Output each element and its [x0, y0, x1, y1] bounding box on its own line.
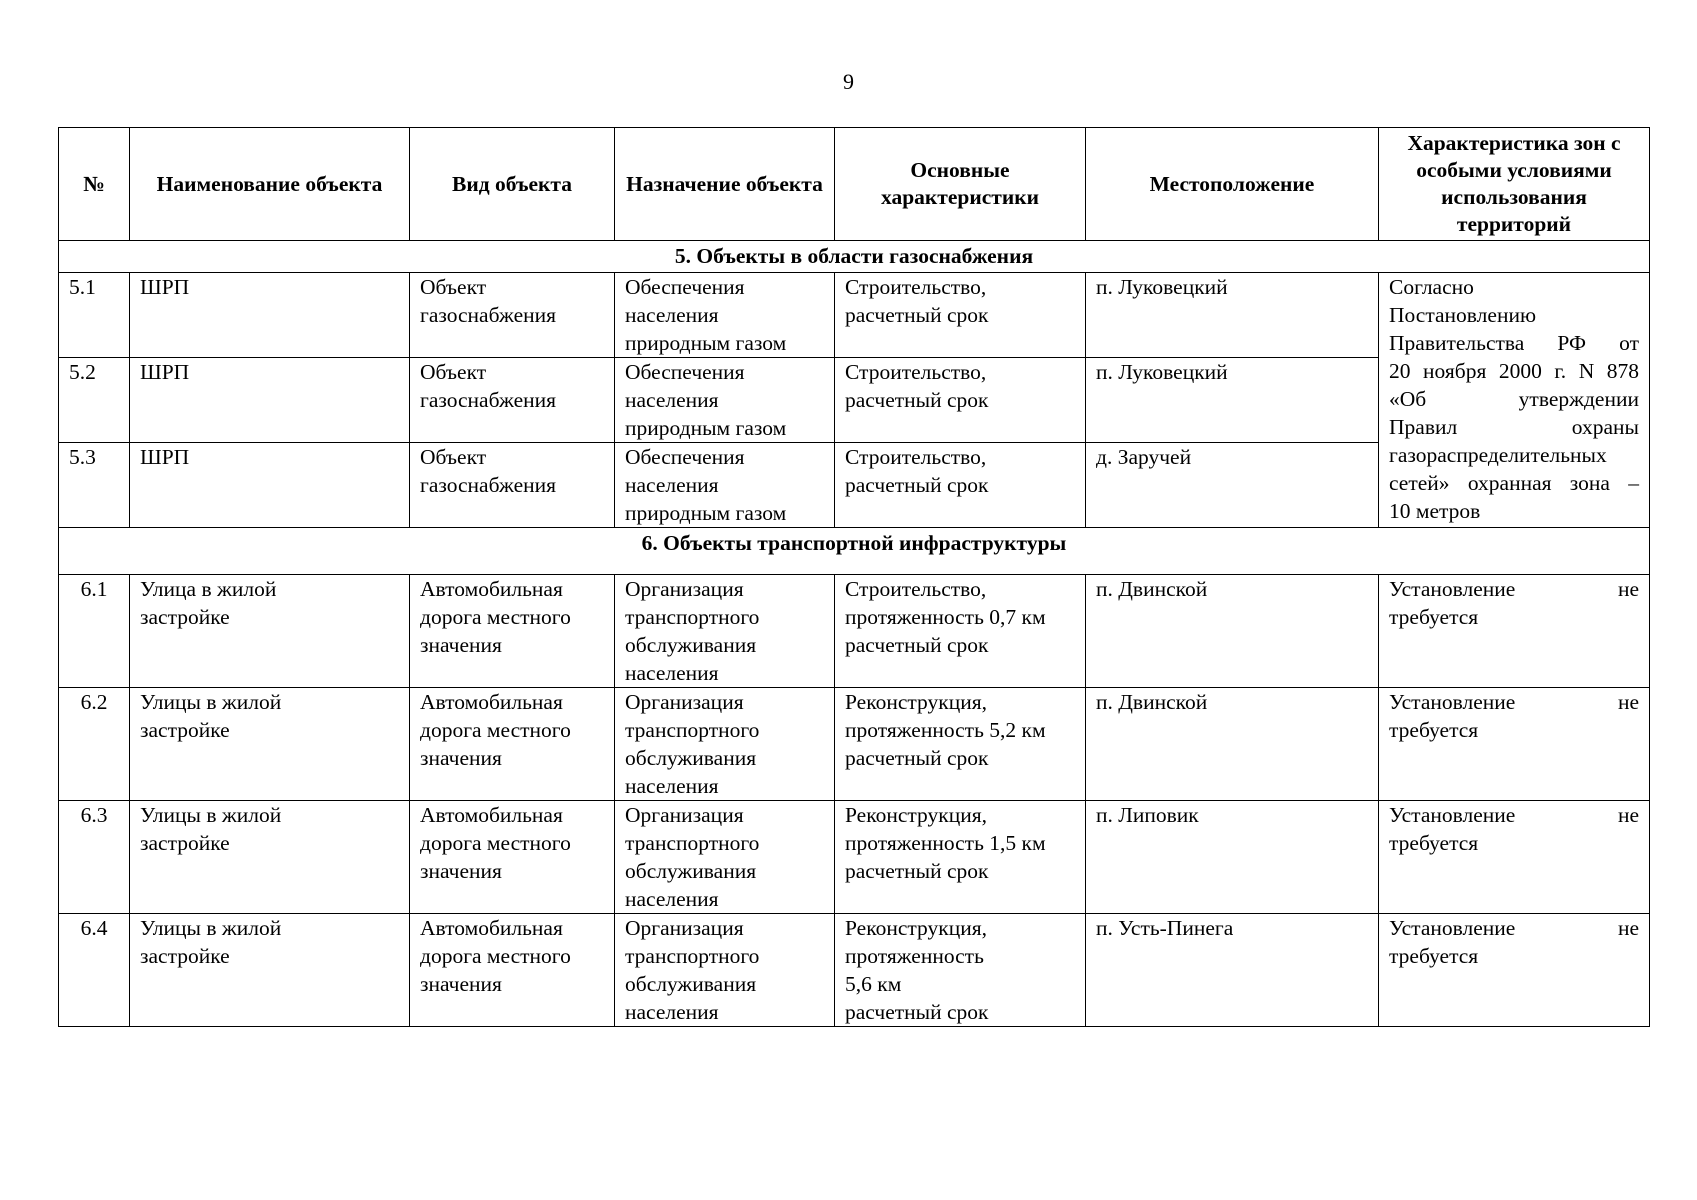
row-number: 5.1 [59, 273, 130, 358]
object-location: п. Двинской [1086, 575, 1379, 688]
row-number: 6.1 [59, 575, 130, 688]
zone-text-line: требуется [1389, 944, 1479, 968]
object-characteristics [835, 914, 1086, 1027]
object-name [130, 443, 410, 528]
zone-characteristics [1379, 273, 1650, 528]
object-purpose-line: обслуживания [625, 972, 757, 996]
object-purpose-line: Организация [625, 916, 744, 940]
object-purpose-line: транспортного [625, 944, 760, 968]
section-row [59, 241, 1650, 273]
object-name-line: ШРП [140, 275, 190, 299]
object-type [410, 688, 615, 801]
object-type-line: газоснабжения [420, 388, 557, 412]
object-name-line: застройке [140, 718, 230, 742]
table-header-row [59, 128, 1650, 241]
row-number: 5.2 [59, 358, 130, 443]
object-type-line: дорога местного [420, 605, 571, 629]
object-purpose-line: транспортного [625, 718, 760, 742]
object-characteristics-line: Строительство, [845, 360, 987, 384]
object-type-line: Автомобильная [420, 577, 563, 601]
zone-text-line: 20 ноября 2000 г. N 878 [1389, 359, 1639, 383]
zone-text-line: 10 метров [1389, 499, 1481, 523]
header-object-purpose: Назначение объекта [615, 128, 835, 241]
object-characteristics-line: протяженность [845, 944, 984, 968]
object-name [130, 914, 410, 1027]
object-purpose-line: населения [625, 1000, 719, 1024]
object-purpose-line: транспортного [625, 605, 760, 629]
zone-characteristics [1379, 801, 1650, 914]
object-purpose-line: населения [625, 887, 719, 911]
zone-text-line: Установление не [1389, 690, 1639, 714]
object-name-line: Улицы в жилой [140, 916, 282, 940]
page-number: 9 [843, 69, 854, 94]
object-name-line: застройке [140, 831, 230, 855]
object-purpose-line: населения [625, 473, 719, 497]
object-characteristics [835, 358, 1086, 443]
object-location: п. Двинской [1086, 688, 1379, 801]
object-name [130, 273, 410, 358]
object-purpose [615, 688, 835, 801]
object-purpose-line: Организация [625, 803, 744, 827]
object-type-line: значения [420, 746, 502, 770]
object-characteristics-line: расчетный срок [845, 1000, 989, 1024]
object-characteristics-line: расчетный срок [845, 303, 989, 327]
object-location: п. Луковецкий [1086, 273, 1379, 358]
object-location: п. Липовик [1086, 801, 1379, 914]
object-type-line: Объект [420, 275, 487, 299]
object-characteristics-line: Реконструкция, [845, 690, 987, 714]
object-purpose-line: Организация [625, 690, 744, 714]
object-characteristics-line: расчетный срок [845, 859, 989, 883]
object-purpose-line: природным газом [625, 501, 787, 525]
zone-characteristics [1379, 575, 1650, 688]
object-name-line: Улицы в жилой [140, 690, 282, 714]
object-name-line: ШРП [140, 445, 190, 469]
header-object-type: Вид объекта [410, 128, 615, 241]
row-number: 6.3 [59, 801, 130, 914]
object-purpose-line: Организация [625, 577, 744, 601]
object-purpose-line: природным газом [625, 331, 787, 355]
object-purpose [615, 443, 835, 528]
zone-text-line: «Об утверждении [1389, 387, 1639, 411]
objects-table [58, 127, 1650, 1027]
object-type [410, 273, 615, 358]
object-name-line: ШРП [140, 360, 190, 384]
object-purpose-line: населения [625, 388, 719, 412]
section-title: 5. Объекты в области газоснабжения [59, 241, 1650, 273]
object-purpose-line: населения [625, 303, 719, 327]
object-characteristics-line: Строительство, [845, 577, 987, 601]
zone-text-line: Установление не [1389, 577, 1639, 601]
object-type [410, 358, 615, 443]
object-name-line: застройке [140, 944, 230, 968]
object-type-line: значения [420, 859, 502, 883]
object-characteristics [835, 273, 1086, 358]
object-purpose-line: Обеспечения [625, 360, 745, 384]
object-characteristics-line: 5,6 км [845, 972, 902, 996]
object-type-line: дорога местного [420, 718, 571, 742]
row-number: 5.3 [59, 443, 130, 528]
object-characteristics-line: Реконструкция, [845, 916, 987, 940]
object-name [130, 801, 410, 914]
zone-text-line: Правил охраны [1389, 415, 1639, 439]
table-body [59, 241, 1650, 1027]
object-characteristics-line: Строительство, [845, 275, 987, 299]
object-name [130, 575, 410, 688]
object-type-line: дорога местного [420, 944, 571, 968]
object-purpose [615, 358, 835, 443]
table-row [59, 914, 1650, 1027]
object-location: п. Луковецкий [1086, 358, 1379, 443]
object-purpose-line: обслуживания [625, 633, 757, 657]
zone-characteristics [1379, 914, 1650, 1027]
object-characteristics [835, 575, 1086, 688]
object-type-line: Автомобильная [420, 690, 563, 714]
table-row [59, 575, 1650, 688]
zone-text-line: Правительства РФ от [1389, 331, 1639, 355]
object-name-line: застройке [140, 605, 230, 629]
zone-text-line: требуется [1389, 718, 1479, 742]
object-purpose-line: транспортного [625, 831, 760, 855]
zone-text-line: сетей» охранная зона – [1389, 471, 1639, 495]
object-type-line: Объект [420, 445, 487, 469]
object-type-line: Автомобильная [420, 916, 563, 940]
object-purpose [615, 273, 835, 358]
object-characteristics-line: протяженность 0,7 км [845, 605, 1046, 629]
object-type-line: значения [420, 972, 502, 996]
object-characteristics-line: расчетный срок [845, 473, 989, 497]
object-purpose-line: Обеспечения [625, 445, 745, 469]
object-purpose-line: обслуживания [625, 859, 757, 883]
object-name [130, 358, 410, 443]
object-name [130, 688, 410, 801]
object-characteristics-line: Строительство, [845, 445, 987, 469]
object-type-line: газоснабжения [420, 473, 557, 497]
row-number: 6.4 [59, 914, 130, 1027]
section-row [59, 528, 1650, 575]
object-type-line: Автомобильная [420, 803, 563, 827]
header-object-name: Наименование объекта [130, 128, 410, 241]
header-number: № [59, 128, 130, 241]
object-type-line: дорога местного [420, 831, 571, 855]
object-type-line: значения [420, 633, 502, 657]
header-main-characteristics: Основные характеристики [835, 128, 1086, 241]
object-location: п. Усть-Пинега [1086, 914, 1379, 1027]
object-purpose-line: населения [625, 774, 719, 798]
zone-text-line: Постановлению [1389, 303, 1537, 327]
object-location: д. Заручей [1086, 443, 1379, 528]
zone-text-line: Установление не [1389, 916, 1639, 940]
object-characteristics-line: протяженность 1,5 км [845, 831, 1046, 855]
object-type [410, 801, 615, 914]
zone-text-line: требуется [1389, 605, 1479, 629]
object-purpose-line: обслуживания [625, 746, 757, 770]
object-name-line: Улицы в жилой [140, 803, 282, 827]
table-row [59, 273, 1650, 358]
object-type [410, 575, 615, 688]
zone-text-line: Установление не [1389, 803, 1639, 827]
zone-text-line: Согласно [1389, 275, 1474, 299]
object-purpose [615, 914, 835, 1027]
zone-text-line: требуется [1389, 831, 1479, 855]
object-purpose-line: населения [625, 661, 719, 685]
object-characteristics-line: расчетный срок [845, 388, 989, 412]
header-zone-characteristics: Характеристика зон с особыми условиями использования территорий [1379, 128, 1650, 241]
object-purpose [615, 801, 835, 914]
object-type-line: газоснабжения [420, 303, 557, 327]
object-characteristics [835, 688, 1086, 801]
object-characteristics-line: Реконструкция, [845, 803, 987, 827]
object-purpose-line: природным газом [625, 416, 787, 440]
object-type [410, 443, 615, 528]
object-characteristics-line: расчетный срок [845, 746, 989, 770]
object-purpose-line: Обеспечения [625, 275, 745, 299]
object-characteristics [835, 443, 1086, 528]
object-characteristics-line: протяженность 5,2 км [845, 718, 1046, 742]
table-row [59, 801, 1650, 914]
section-title: 6. Объекты транспортной инфраструктуры [59, 528, 1650, 575]
object-name-line: Улица в жилой [140, 577, 277, 601]
header-location: Местоположение [1086, 128, 1379, 241]
object-type-line: Объект [420, 360, 487, 384]
table-row [59, 688, 1650, 801]
zone-text-line: газораспределительных [1389, 443, 1607, 467]
zone-characteristics [1379, 688, 1650, 801]
object-type [410, 914, 615, 1027]
row-number: 6.2 [59, 688, 130, 801]
object-characteristics-line: расчетный срок [845, 633, 989, 657]
object-purpose [615, 575, 835, 688]
object-characteristics [835, 801, 1086, 914]
